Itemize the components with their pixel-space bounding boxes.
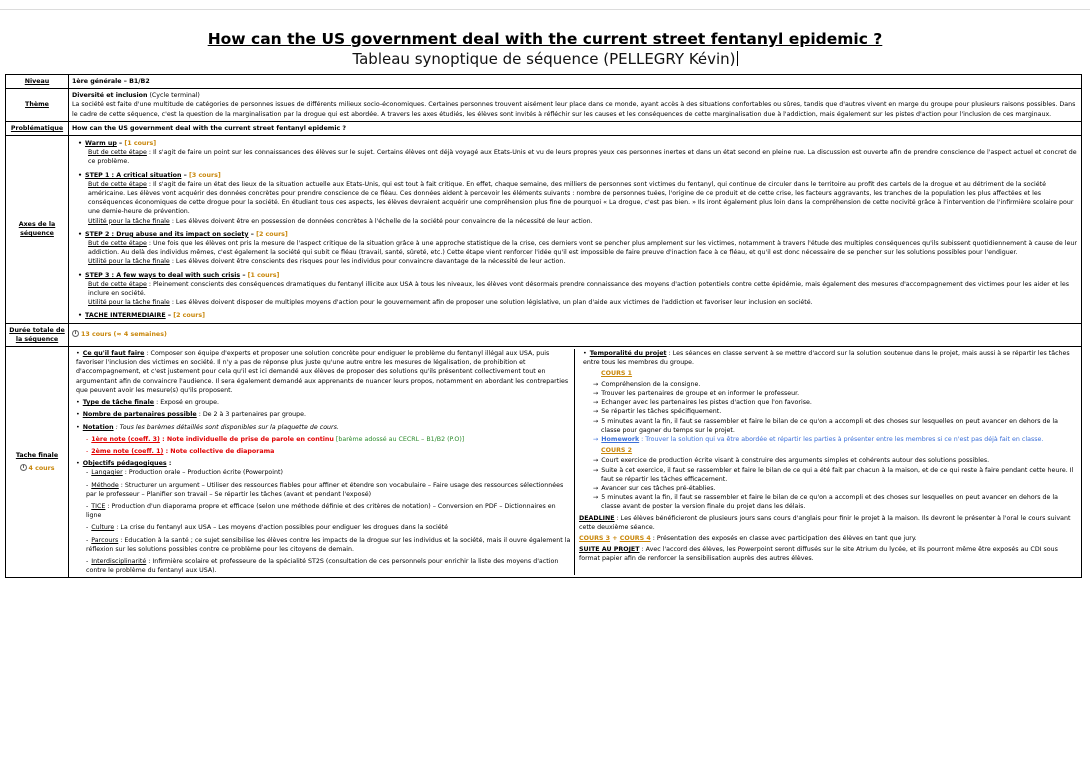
step2-but-label: But de cette étape (88, 240, 147, 248)
duree-cell (69, 323, 1082, 346)
c1-item: → 5 minutes avant la fin, il faut se rassembler et faire le bilan de ce qu'on a accompli et des choses sur lesquelles on peut avancer en dehors de la classe pour gagner du temps sur le projet. (593, 417, 1078, 435)
label-axes: Axes de la séquence (6, 136, 69, 324)
step2-utile: : Les élèves doivent être conscients des risques pour les individus pour convaincre davantage de la nécessité de leur action. (169, 258, 566, 266)
inter-label: Interdisciplinarité (91, 557, 147, 565)
tache-right-col (575, 349, 1078, 575)
step1-but-label: But de cette étape (88, 180, 147, 188)
methode-label: Méthode (91, 481, 119, 489)
c2-item: → Suite à cet exercice, il faut se rassembler et faire le bilan de ce qui a été fait par chacun à la maison, et de ce qui reste à faire pendant cette heure. Il faut se répartir les tâches efficacement. (593, 466, 1078, 484)
tice-text: : Production d'un diaporama propre et efficace (selon une méthode définie et des critères de notation) – Conversion en PDF – Dictionnaires en ligne (86, 502, 556, 520)
step-warmup: • Warm up – [1 cours] But de cette étape : Il s'agit de faire un point sur les connaissances des élèves sur le sujet. Certains élèves ont déjà voyagé aux Etats-Unis et vu de leurs propres yeux ces personnes inertes et dans un état second en pleine rue. La discussion est ouverte afin de prendre conscience de l'aspect actuel et concret de ce problème. (78, 139, 1078, 167)
note2-text: : Note collective de diaporama (163, 447, 275, 455)
row-problematique (6, 121, 1082, 135)
cours4-label: COURS 4 (619, 534, 651, 542)
note1-label: 1ère note (coeff. 3) (91, 435, 160, 443)
niveau-value: 1ère générale – B1/B2 (69, 75, 1082, 89)
step2-title: STEP 2 : Drug abuse and its impact on society (85, 230, 249, 238)
warmup-title: Warm up (85, 140, 117, 148)
label-problematique: Problématique (6, 121, 69, 135)
culture-label: Culture (91, 524, 115, 532)
c1-item: → Compréhension de la consigne. (593, 380, 1078, 389)
inter-cours: [2 cours] (173, 312, 205, 320)
deadline-label: DEADLINE (579, 514, 615, 522)
c1-item: → Trouver les partenaires de groupe et en informer le professeur. (593, 389, 1078, 398)
row-tache-finale (6, 347, 1082, 578)
theme-cell (69, 89, 1082, 122)
theme-head-suffix: (Cycle terminal) (147, 92, 200, 100)
cqf-text: : Composer son équipe d'experts et proposer une solution concrète pour endiguer le problème du fentanyl illégal aux USA, puis favoriser l'inclusion des victimes en société. Il n'y a pas de réponse plus juste qu'une autre entre les mesures de légalisation, de prohibition et d'accompagnement, et c'est justement pour cela qu'il est ici demandé aux élèves de proposer des solutions qu'ils présentent collectivement tout en argumentant afin de convaincre l'audience. Il sera également demandé aux apprenants de nuancer leurs propos, notamment en abordant les contreparties que peuvent avoir les mesure(s) qu'ils proposent. (76, 350, 569, 394)
step3-but: : Pleinement conscients des conséquences dramatiques du fentanyl illicite aux USA à tous les niveaux, les élèves vont désormais prendre connaissance des moyens d'action potentiels contre cette épidémie, mais également des mesures d'accompagnement des victimes pour les aider et les inclure en société. (88, 280, 1070, 298)
clock-icon (20, 464, 27, 471)
duree-value: 13 cours (≈ 4 semaines) (81, 331, 167, 339)
tice-label: TICE (91, 502, 106, 510)
document-subtitle (0, 50, 1090, 68)
label-theme: Thème (6, 89, 69, 122)
inter-title: TACHE INTERMEDIAIRE (85, 312, 166, 320)
temp-text: : Les séances en classe servent à se mettre d'accord sur la solution soutenue dans le projet, mais aussi à se répartir les tâches entre tous les membres du groupe. (583, 350, 1070, 367)
note2-label: 2ème note (coeff. 1) (91, 447, 164, 455)
step-intermediaire: • TACHE INTERMEDIAIRE – [2 cours] (78, 311, 1078, 320)
parcours-label: Parcours (91, 536, 119, 544)
homework-label: Homework (601, 435, 640, 443)
row-duree (6, 323, 1082, 346)
c2-item: → Court exercice de production écrite visant à construire des arguments simples et cohérents autour des solutions possibles. (593, 456, 1078, 465)
step3-but-label: But de cette étape (88, 280, 147, 288)
axes-cell (69, 136, 1082, 324)
tache-cell (69, 347, 1082, 578)
suite-text: : Avec l'accord des élèves, les Powerpoint seront diffusés sur le site Atrium du lycée, et ils pourront même être exposés au CDI sous format papier afin de renforcer la sensibilisation auprès des autres élèves. (579, 546, 1058, 563)
temp-label: Temporalité du projet (589, 350, 667, 358)
step1-utile: : Les élèves doivent être en possession de données concrètes à l'échelle de la société pour convaincre de la nécessité de leur action. (169, 217, 593, 225)
label-tache-cell (6, 347, 69, 578)
cours2-heading: COURS 2 (601, 447, 633, 455)
notation-text: : Tous les barèmes détaillés sont disponibles sur la plaquette de cours. (113, 423, 339, 431)
inter-text: : Infirmière scolaire et professeure de la spécialité ST2S (consultation de ces personnels pour enrichir la liste des moyens d'action contre le problème du fentanyl aux USA). (86, 557, 559, 575)
tache-cours: 4 cours (28, 465, 55, 473)
step-1: • STEP 1 : A critical situation – [3 cours] But de cette étape : Il s'agit de faire un état des lieux de la situation actuelle aux Etats-Unis, qui est tout à fait critique. En effet, chaque semaine, des milliers de personnes sont victimes du fentanyl, qui continue de circuler dans le territoire au profit des cartels de la drogue et au détriment de la société américaine. Les élèves vont acquérir des données concrètes pour prendre conscience de ce fléau. Ces données aident à percevoir les éléments suivants : nombre de personnes tuées, l'origine de ce produit et de cette crise, les facteurs aggravants, les tranches de la population les plus affectées et les conséquences économiques de cette drogue pour la société. En étudiant tous ces aspects, les élèves devraient acquérir une compréhension plus fine de pourquoi « La drogue, c'est pas bien. » Ils iront également plus loin dans la compréhension de cette nocivité grâce à l'intervention de l'infirmière scolaire pour une demie-heure de prévention. Utilité pour la tâche finale : Les élèves doivent être en possession de données concrètes à l'échelle de la société pour convaincre de la nécessité de leur action. (78, 171, 1078, 226)
text-cursor (737, 51, 738, 66)
cours3-label: COURS 3 (579, 534, 611, 542)
culture-text: : La crise du fentanyl aux USA – Les moyens d'action possibles pour endiguer les drogues dans la société (114, 524, 449, 532)
c2-item: → Avancer sur ces tâches pré-établies. (593, 484, 1078, 493)
homework-text: : Trouver la solution qui va être abordée et répartir les parties à présenter entre les membres si ce n'est pas déjà fait en classe. (639, 435, 1044, 443)
homework-item (593, 435, 1078, 444)
langagier-label: Langagier (91, 469, 123, 477)
theme-text: La société est faite d'une multitude de catégories de personnes issues de différents milieux socio-économiques. Certaines personnes trouvent aisément leur place dans ce monde, ayant accès à des situations confortables ou sûres, tandis que d'autres vivent en marge du groupe pour plusieurs raisons possibles. Dans le cadre de cette séquence, c'est la question de la marginalisation par la drogue qui est abordée. A travers les axes étudiés, les élèves sont invités à réfléchir sur les causes et les conséquences de cette marginalisation due à l'addiction, mais également sur les pistes d'action pour l'inclusion de ces marginaux. (72, 101, 1076, 118)
row-axes (6, 136, 1082, 324)
step3-title: STEP 3 : A few ways to deal with such crisis (85, 271, 241, 279)
theme-head: Diversité et inclusion (72, 92, 148, 100)
nb-label: Nombre de partenaires possible (82, 411, 197, 419)
step2-but: : Une fois que les élèves ont pris la mesure de l'aspect critique de la situation grâce à une approche statistique de la crise, ces derniers vont se pencher plus amplement sur les victimes, notamment à travers l'étude des multiples conséquences qu'ils subissent quotidiennement à cause de leur addiction. Au delà des individus mêmes, c'est également la société qui subit ce fléau (travail, santé, sûreté, etc.) Cette étape vient renforcer l'idée qu'il est impossible de faire preuve d'inaction face à ce fléau, et qu'il est donc nécessaire de se pencher sur les solutions possibles pour l'endiguer. (88, 240, 1077, 257)
step3-utile: : Les élèves doivent disposer de multiples moyens d'action pour le gouvernement afin de proposer une solution législative, un plan d'aide aux victimes de l'addiction et favoriser leur inclusion en société. (169, 299, 813, 307)
row-theme (6, 89, 1082, 122)
step-2: • STEP 2 : Drug abuse and its impact on society – [2 cours] But de cette étape : Une fois que les élèves ont pris la mesure de l'aspect critique de la situation grâce à une approche statistique de la crise, ces derniers vont se pencher plus amplement sur les victimes, notamment à travers l'étude des multiples conséquences qu'ils subissent quotidiennement à cause de leur addiction. Au delà des individus mêmes, c'est également la société qui subit ce fléau (travail, santé, sûreté, etc.) Cette étape vient renforcer l'idée qu'il est impossible de faire preuve d'inaction face à ce fléau, et qu'il est donc nécessaire de se pencher sur les solutions possibles pour l'endiguer. Utilité pour la tâche finale : Les élèves doivent être conscients des risques pour les individus pour convaincre davantage de la nécessité de leur action. (78, 230, 1078, 267)
problematique-value: How can the US government deal with the current street fentanyl epidemic ? (69, 121, 1082, 135)
label-duree: Durée totale de la séquence (6, 323, 69, 346)
clock-icon (72, 330, 79, 337)
label-tache: Tache finale (15, 452, 59, 459)
c1-item: → Se répartir les tâches spécifiquement. (593, 407, 1078, 416)
label-niveau: Niveau (6, 75, 69, 89)
type-text: : Exposé en groupe. (154, 399, 219, 407)
synoptic-table (5, 74, 1082, 578)
parcours-text: : Education à la santé ; ce sujet sensibilise les élèves contre les impacts de la drogue sur les individus et la société, mais il ouvre également la réflexion sur les solutions possibles contre ce problème pour les citoyens de demain. (86, 536, 571, 553)
type-label: Type de tâche finale (82, 399, 155, 407)
langagier-text: : Production orale – Production écrite (Powerpoint) (122, 469, 283, 477)
obj-suffix: : (166, 460, 172, 468)
cours1-heading: COURS 1 (601, 370, 633, 378)
cqf-label: Ce qu'il faut faire (82, 350, 145, 358)
c2-item: → 5 minutes avant la fin, il faut se rassembler et faire le bilan de ce qu'on a accompli et des choses sur lesquelles on peut avancer en dehors de la classe avant de poster la version finale du projet dans les délais. (593, 493, 1078, 511)
subtitle-text: Tableau synoptique de séquence (PELLEGRY Kévin) (352, 50, 736, 68)
document-title: How can the US government deal with the current street fentanyl epidemic ? (207, 30, 883, 48)
tache-left-col (72, 349, 575, 575)
row-niveau (6, 75, 1082, 89)
step1-cours: [3 cours] (189, 171, 221, 179)
nb-text: : De 2 à 3 partenaires par groupe. (196, 411, 307, 419)
step1-utile-label: Utilité pour la tâche finale (88, 217, 170, 225)
step3-utile-label: Utilité pour la tâche finale (88, 299, 170, 307)
suite-label: SUITE AU PROJET (579, 546, 640, 554)
note1-extra: [barème adossé au CECRL – B1/B2 (P.O)] (333, 435, 465, 443)
plus-sign: + (610, 534, 620, 542)
deadline-text: : Les élèves bénéficieront de plusieurs jours sans cours d'anglais pour finir le projet à la maison. Ils devront le présenter à l'oral le cours suivant cette deuxième séance. (579, 514, 1071, 531)
top-divider (0, 9, 1090, 10)
methode-text: : Structurer un argument – Utiliser des ressources fiables pour affiner et étendre son vocabulaire – Faire usage des ressources sélectionnées par le professeur – Planifier son travail – Se répartir les tâches (avant et pendant l'exposé) (86, 481, 564, 498)
step3-cours: [1 cours] (247, 271, 280, 279)
obj-label: Objectifs pédagogiques (82, 460, 167, 468)
step-3: • STEP 3 : A few ways to deal with such crisis – [1 cours] But de cette étape : Pleinement conscients des conséquences dramatiques du fentanyl illicite aux USA à tous les niveaux, les élèves vont désormais prendre connaissance des moyens d'action potentiels contre cette épidémie, mais également des mesures d'accompagnement des victimes pour les aider et les inclure en société. Utilité pour la tâche finale : Les élèves doivent disposer de multiples moyens d'action pour le gouvernement afin de proposer une solution législative, un plan d'aide aux victimes de l'addiction et favoriser leur inclusion en société. (78, 271, 1078, 308)
step2-utile-label: Utilité pour la tâche finale (88, 258, 170, 266)
warmup-but: : Il s'agit de faire un point sur les connaissances des élèves sur le sujet. Certains élèves ont déjà voyagé aux Etats-Unis et vu de leurs propres yeux ces personnes inertes et dans un état second en pleine rue. La discussion est ouverte afin de prendre conscience de l'aspect actuel et concret de ce problème. (88, 149, 1077, 166)
warmup-cours: [1 cours] (124, 140, 157, 148)
step2-cours: [2 cours] (256, 230, 288, 238)
notation-label: Notation (82, 423, 114, 431)
step1-but: : Il s'agit de faire un état des lieux de la situation actuelle aux Etats-Unis, qui est tout à fait critique. En effet, chaque semaine, des milliers de personnes sont victimes du fentanyl, qui continue de circuler dans le territoire au profit des cartels de la drogue et au détriment de la société américaine. Les élèves vont acquérir des données concrètes pour prendre conscience de ce fléau. Ces données aident à percevoir les éléments suivants : nombre de personnes tuées, l'origine de ce produit et de cette crise, les facteurs aggravants, les tranches de la population les plus affectées et les conséquences économiques de cette drogue pour la société. En étudiant tous ces aspects, les élèves devraient acquérir une compréhension plus fine de pourquoi « La drogue, c'est pas bien. » Ils iront également plus loin dans la compréhension de cette nocivité grâce à l'intervention de l'infirmière scolaire pour une demie-heure de prévention. (88, 180, 1074, 216)
note1-text: : Note individuelle de prise de parole en continu (159, 435, 334, 443)
c1-item: → Echanger avec les partenaires les pistes d'action que l'on favorise. (593, 398, 1078, 407)
cours34-text: : Présentation des exposés en classe avec participation des élèves en tant que jury. (650, 534, 917, 542)
warmup-but-label: But de cette étape (88, 149, 147, 157)
step1-title: STEP 1 : A critical situation (85, 171, 182, 179)
